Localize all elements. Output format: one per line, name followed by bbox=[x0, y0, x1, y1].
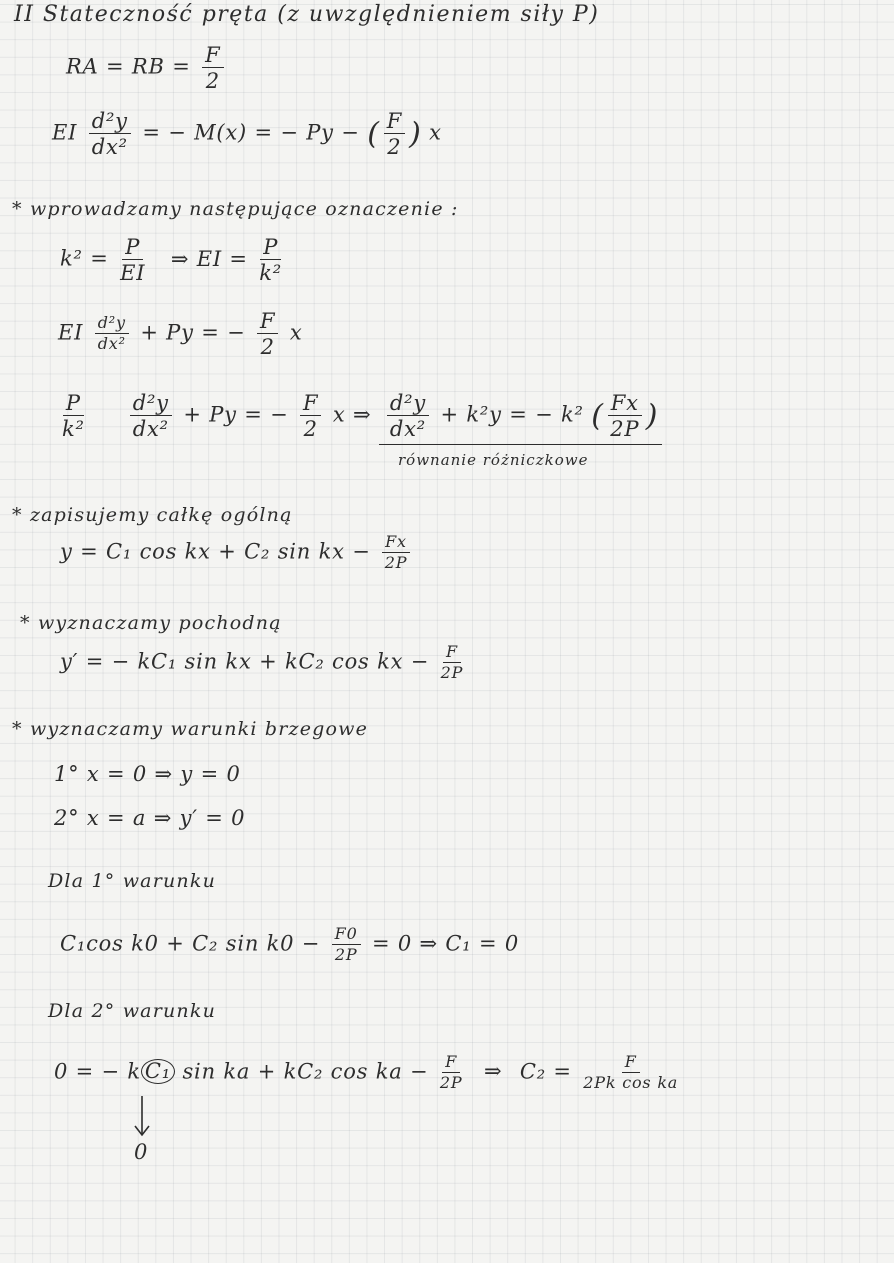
c2-lhs: C₂ = bbox=[519, 1059, 572, 1084]
ei-dx2: dx² bbox=[97, 334, 126, 354]
general-solution-den: 2P bbox=[384, 552, 408, 572]
pk-f-fraction bbox=[300, 392, 321, 440]
condition-2-equation bbox=[54, 1054, 682, 1092]
general-solution-lhs: y = C₁ cos kx + C₂ sin kx − bbox=[60, 539, 371, 564]
pk-fx-fraction bbox=[608, 392, 642, 440]
k-fraction-2 bbox=[259, 236, 282, 284]
ei-f-fraction bbox=[257, 310, 278, 358]
k-num-2: P bbox=[260, 236, 281, 260]
k-definition bbox=[60, 236, 286, 284]
note-derivative: * wyznaczamy pochodną bbox=[20, 612, 282, 634]
pk-middle-b: + k²y = − k² bbox=[440, 402, 584, 427]
note-notation: * wprowadzamy następujące oznaczenie : bbox=[12, 198, 459, 220]
pk-dx2: dx² bbox=[132, 417, 169, 442]
c2-num: F bbox=[622, 1054, 640, 1073]
pk-d2y-b: d²y bbox=[387, 392, 429, 416]
moment-paren-fraction bbox=[384, 110, 405, 158]
pk-fx-den: 2P bbox=[610, 417, 640, 442]
general-solution-num: Fx bbox=[382, 534, 410, 553]
k-den-2: k² bbox=[259, 261, 283, 286]
moment-paren-den: 2 bbox=[387, 135, 402, 160]
derivative-den: 2P bbox=[440, 662, 464, 682]
condition-1-rhs: = 0 ⇒ C₁ = 0 bbox=[372, 931, 520, 956]
c2-den: 2Pk cos ka bbox=[583, 1072, 679, 1092]
derivative-lhs: y′ = − kC₁ sin kx + kC₂ cos kx − bbox=[60, 649, 430, 674]
derivative-fraction bbox=[441, 644, 464, 682]
for-condition-2: Dla 2° warunku bbox=[48, 1000, 217, 1022]
moment-equation: EI $\frac{\text{d²y}}{\text{dx²}}$ = − M(x) = − Py − ( $\frac{F}{2}$ ) x bbox=[52, 109, 442, 160]
section-heading: II Stateczność pręta (z uwzględnieniem siły P) bbox=[14, 2, 600, 27]
boundary-condition-1: 1° x = 0 ⇒ y = 0 bbox=[54, 762, 241, 786]
reactions-num: F bbox=[202, 44, 223, 68]
pk-fx-num: Fx bbox=[608, 392, 642, 416]
differential-equation-label: równanie różniczkowe bbox=[398, 451, 589, 469]
condition-2-fraction bbox=[440, 1054, 463, 1092]
derivative-equation bbox=[60, 644, 467, 682]
ei-f-num: F bbox=[257, 310, 278, 334]
condition-1-lhs: C₁cos k0 + C₂ sin k0 − bbox=[60, 931, 321, 956]
pk-f-den: 2 bbox=[303, 417, 318, 442]
derivative-num: F bbox=[443, 644, 461, 663]
k-num-1: P bbox=[122, 236, 143, 260]
ei-derivative bbox=[95, 315, 129, 353]
for-condition-1: Dla 1° warunku bbox=[48, 870, 217, 892]
pk-equation bbox=[58, 392, 662, 445]
condition-2-den: 2P bbox=[439, 1072, 463, 1092]
ei-middle: + Py = − bbox=[140, 320, 246, 345]
moment-suffix: x bbox=[429, 120, 442, 145]
ei-equation bbox=[58, 310, 303, 358]
pk-den: k² bbox=[62, 417, 85, 442]
reactions-fraction bbox=[202, 44, 223, 92]
condition-2-lhs-a: 0 = − k bbox=[54, 1059, 141, 1084]
general-solution-fraction bbox=[382, 534, 410, 572]
k-fraction-1 bbox=[120, 236, 145, 284]
condition-1-den: 2P bbox=[334, 944, 358, 964]
ei-d2y: d²y bbox=[95, 315, 129, 334]
condition-1-equation bbox=[60, 926, 519, 964]
pk-d2y: d²y bbox=[130, 392, 172, 416]
reactions-equation bbox=[66, 44, 228, 92]
note-general-integral: * zapisujemy całkę ogólną bbox=[12, 504, 293, 526]
boundary-condition-2: 2° x = a ⇒ y′ = 0 bbox=[54, 806, 246, 830]
general-solution bbox=[60, 534, 414, 572]
differential-equation-box: $\frac{\text{d²y}}{\text{dx²}}$ + k²y = − k² ( $\frac{Fx}{2P}$ ) bbox=[379, 392, 662, 445]
pk-derivative-b bbox=[387, 392, 429, 440]
circled-c1: C₁ bbox=[141, 1059, 175, 1084]
k-arrow: ⇒ EI = bbox=[170, 246, 248, 271]
moment-d2y: d²y bbox=[89, 110, 131, 134]
pk-f-num: F bbox=[300, 392, 321, 416]
ei-suffix: x bbox=[289, 320, 303, 345]
note-boundary-conditions: * wyznaczamy warunki brzegowe bbox=[12, 718, 369, 740]
moment-paren-num: F bbox=[384, 110, 405, 134]
arrow-result-zero: 0 bbox=[134, 1140, 149, 1164]
pk-derivative bbox=[130, 392, 172, 440]
ei-prefix: EI bbox=[58, 320, 84, 345]
pk-middle: + Py = − bbox=[183, 402, 289, 427]
c2-fraction bbox=[583, 1054, 678, 1092]
condition-2-lhs-b: sin ka + kC₂ cos ka − bbox=[182, 1059, 429, 1084]
pk-num: P bbox=[63, 392, 84, 416]
condition-2-arrow: ⇒ bbox=[483, 1059, 503, 1084]
moment-middle: = − M(x) = − Py − bbox=[142, 120, 360, 145]
condition-1-fraction bbox=[332, 926, 361, 964]
moment-derivative bbox=[89, 110, 131, 158]
moment-ei: EI bbox=[52, 120, 78, 145]
condition-1-num: F0 bbox=[332, 926, 361, 945]
pk-suffix: x ⇒ bbox=[332, 402, 372, 427]
condition-2-num: F bbox=[442, 1054, 460, 1073]
reactions-lhs: RA = RB = bbox=[66, 54, 191, 79]
pk-dx2-b: dx² bbox=[389, 417, 427, 442]
down-arrow-icon bbox=[132, 1094, 152, 1142]
ei-f-den: 2 bbox=[260, 335, 275, 360]
k-den-1: EI bbox=[120, 261, 146, 286]
reactions-den: 2 bbox=[205, 69, 220, 94]
pk-fraction bbox=[62, 392, 85, 440]
k-lhs: k² = bbox=[60, 246, 109, 271]
moment-dx2: dx² bbox=[91, 135, 128, 160]
